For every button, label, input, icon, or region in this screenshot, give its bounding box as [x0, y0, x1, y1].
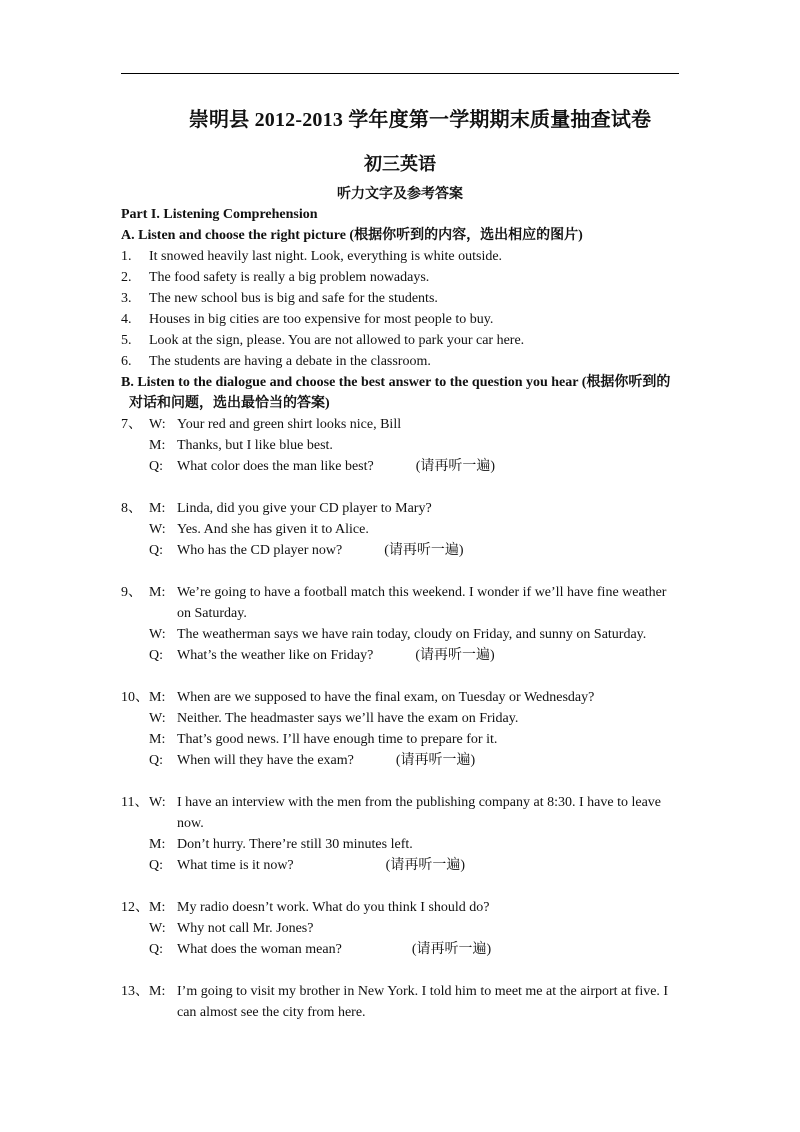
list-item: 1. It snowed heavily last night. Look, everything is white outside. [121, 249, 503, 264]
list-item: 3. The new school bus is big and safe for the students. [121, 291, 438, 306]
list-item: 6. The students are having a debate in the classroom. [121, 354, 431, 369]
dialogue-11-line: 11、 W: I have an interview with the men from the publishing company at 8:30. I have to leave [121, 795, 662, 810]
dialogue-10-line: W: Neither. The headmaster says we’ll have the exam on Friday. [149, 711, 519, 726]
dialogue-12-question: Q: What does the woman mean? (请再听一遍) [121, 939, 681, 960]
dialogue-7-question: Q: What color does the man like best? (请再听一遍) [121, 456, 681, 477]
dialogue-9-line: W: The weatherman says we have rain today, cloudy on Friday, and sunny on Saturday. [149, 627, 647, 642]
top-rule [121, 73, 679, 74]
dialogue-10-line: 10、 M: When are we supposed to have the final exam, on Tuesday or Wednesday? [121, 690, 595, 705]
dialogue-10-question: Q: When will they have the exam? (请再听一遍) [121, 750, 681, 771]
dialogue-12-line: W: Why not call Mr. Jones? [149, 921, 314, 936]
section-b-heading: B. Listen to the dialogue and choose the best answer to the question you hear (根据你听到的 [121, 375, 671, 390]
dialogue-10-line: M: That’s good news. I’ll have enough time to prepare for it. [149, 732, 498, 747]
dialogue-8-line: W: Yes. And she has given it to Alice. [149, 522, 369, 537]
dialogue-7-line: M: Thanks, but I like blue best. [149, 438, 333, 453]
document-title: 崇明县 2012-2013 学年度第一学期期末质量抽查试卷 [188, 109, 652, 131]
dialogue-11-question: Q: What time is it now? (请再听一遍) [121, 855, 681, 876]
dialogue-11-line: M: Don’t hurry. There’re still 30 minutes left. [149, 837, 413, 852]
document-subheading: 听力文字及参考答案 [337, 187, 463, 202]
section-b-heading-cont: 对话和问题，选出最恰当的答案) [129, 396, 330, 411]
dialogue-9-line-cont: on Saturday. [177, 606, 247, 621]
part-heading: Part I. Listening Comprehension [121, 207, 318, 222]
dialogue-7-line: 7、 W: Your red and green shirt looks nice, Bill [121, 417, 402, 432]
dialogue-13-line-cont: can almost see the city from here. [177, 1005, 366, 1020]
repeat-note: (请再听一遍) [384, 543, 464, 558]
dialogue-8-question: Q: Who has the CD player now? (请再听一遍) [121, 540, 681, 561]
document-body [121, 204, 681, 1023]
list-item: 4. Houses in big cities are too expensive for most people to buy. [121, 312, 494, 327]
section-a-heading: A. Listen and choose the right picture (根据你听到的内容，选出相应的图片) [121, 228, 583, 243]
list-item: 2. The food safety is really a big problem nowadays. [121, 270, 430, 285]
dialogue-13-line: 13、 M: I’m going to visit my brother in New York. I told him to meet me at the airport at five. I [121, 984, 669, 999]
repeat-note: (请再听一遍) [415, 648, 495, 663]
dialogue-9-question: Q: What’s the weather like on Friday? (请再听一遍) [121, 645, 681, 666]
repeat-note: (请再听一遍) [411, 942, 492, 957]
dialogue-12-line: 12、 M: My radio doesn’t work. What do you think I should do? [121, 900, 490, 915]
list-item: 5. Look at the sign, please. You are not allowed to park your car here. [121, 333, 525, 348]
repeat-note: (请再听一遍) [415, 459, 496, 474]
dialogue-11-line-cont: now. [177, 816, 204, 831]
repeat-note: (请再听一遍) [395, 753, 476, 768]
document-subtitle: 初三英语 [364, 154, 436, 174]
dialogue-8-line: 8、 M: Linda, did you give your CD player to Mary? [121, 501, 432, 516]
dialogue-9-line: 9、 M: We’re going to have a football match this weekend. I wonder if we’ll have fine weather [121, 585, 667, 600]
repeat-note: (请再听一遍) [385, 858, 465, 873]
